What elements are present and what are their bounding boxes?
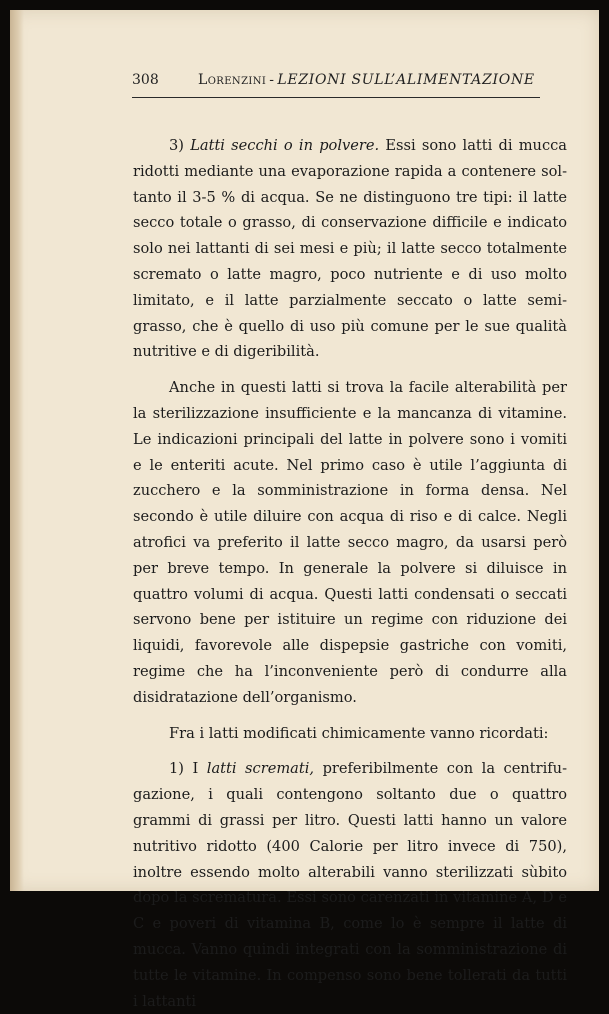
- paragraph-latti-scremati: [133, 756, 567, 1014]
- paragraph-text: preferibilmente con la centrifugazione, i quali contengono soltanto due o quattro grammi di grassi per litro. Questi latti hanno un valore nutritivo ridotto (400 Calorie per litro invece di 750), inoltre essendo molto alterabili vanno sterilizzati sùbito dopo la scrematura. Essi sono carenzati in vitamine A, D e C e poveri di vitamina B, come lo è sempre il latte di mucca. Vanno quindi integrati con la somministrazione di tutte le vitamine. In compenso sono bene tollerati da tutti i lattanti: [133, 760, 567, 1010]
- paragraph-heading: latti scremati,: [206, 760, 315, 778]
- header-separator: -: [269, 72, 275, 88]
- paragraph-alterabilita: [133, 375, 567, 710]
- paragraph-text: Essi sono latti di mucca ridotti mediante una evaporazione rapida a contenere soltanto il 3-5 % di acqua. Se ne distinguono tre tipi: il latte secco totale o grasso, di conservazione difficile e indicato solo nei lattanti di sei mesi e più; il latte secco totalmente scremato o latte magro, poco nutriente e di uso molto limitato, e il latte parzialmente seccato o latte semigrasso, che è quello di uso più comune per le sue qualità nutritive e di digeribilità.: [133, 137, 567, 361]
- paragraph-text: Anche in questi latti si trova la facile alterabilità per la sterilizzazione insufficiente e la mancanza di vitamine. Le indicazioni principali del latte in polvere sono i vomiti e le enteriti acute. Nel primo caso è utile l’aggiunta di zucchero e la somministrazione in forma densa. Nel secondo è utile diluire con acqua di riso e di calce. Negli atrofici va preferito il latte secco magro, da usarsi però per breve tempo. In generale la polvere si diluisce in quattro volumi di acqua. Questi latti condensati o seccati servono bene per istituire un regime con riduzione dei liquidi, favorevole alle dispepsie gastriche con vomiti, regime che ha l’inconveniente però di condurre alla disidratazione dell’organismo.: [133, 379, 567, 706]
- page-number: 308: [132, 72, 159, 88]
- header-rule: [132, 97, 540, 98]
- paragraph-heading: Latti secchi o in polvere.: [190, 137, 380, 154]
- paragraph-lead: 3): [169, 137, 191, 154]
- header-author: Lorenzini: [198, 72, 267, 88]
- body-text: [133, 133, 567, 1014]
- running-header: [132, 69, 535, 93]
- book-page: [10, 10, 599, 1010]
- running-title: [198, 72, 535, 88]
- paragraph-latti-modificati: [133, 721, 567, 747]
- paragraph-latti-secchi: [133, 133, 567, 365]
- paragraph-lead: 1) I: [169, 760, 207, 778]
- paragraph-text: Fra i latti modificati chimicamente vanno ricordati:: [169, 724, 549, 742]
- page-spine-shadow: [10, 10, 24, 891]
- header-book-title: LEZIONI SULL’ALIMENTAZIONE: [277, 72, 535, 88]
